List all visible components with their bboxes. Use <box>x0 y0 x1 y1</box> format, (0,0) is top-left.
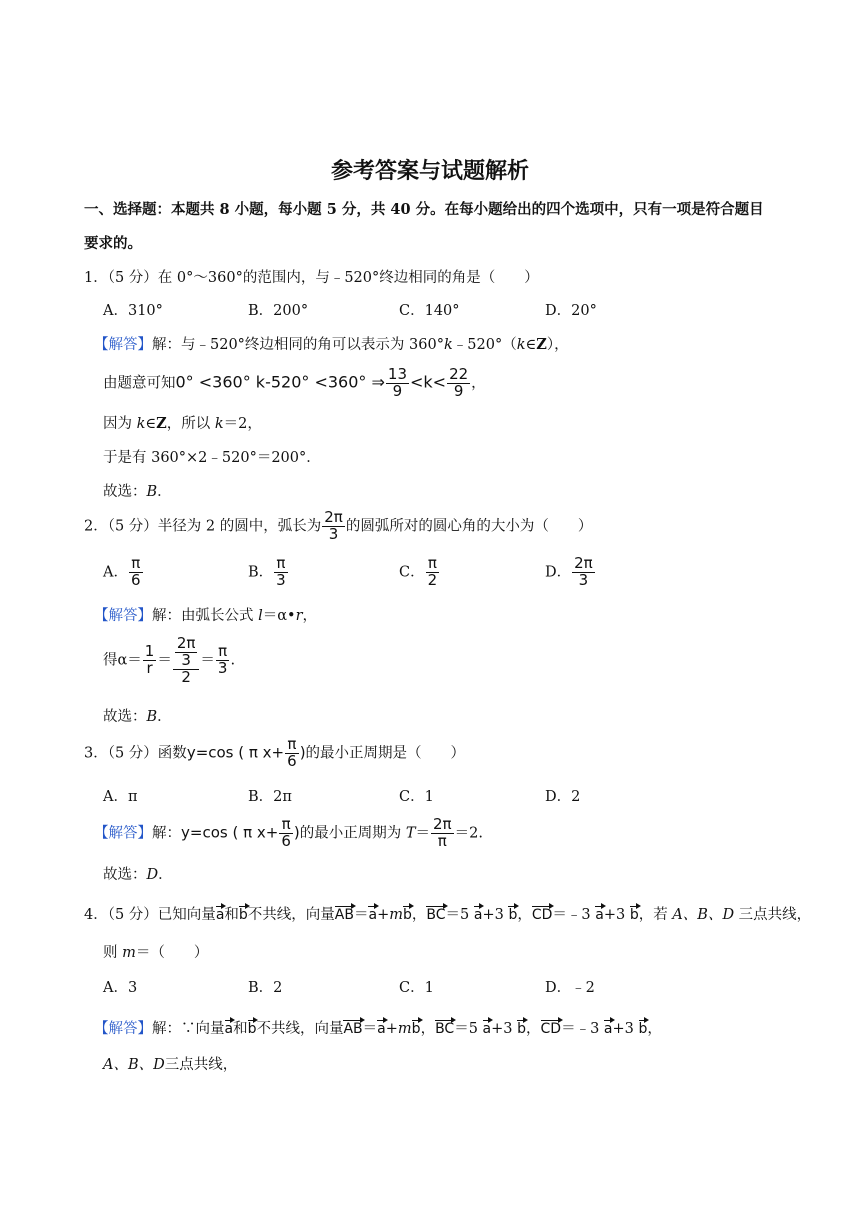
vector-AB: AB <box>334 907 354 923</box>
q3-option-d: D．2 <box>545 789 581 805</box>
q3-option-a: A．π <box>103 789 138 805</box>
section-heading-line1: 一、选择题：本题共 8 小题，每小题 5 分，共 40 分。在每小题给出的四个选项中，只有一项是符合题目 <box>84 201 764 218</box>
q4-option-a: A．3 <box>103 980 138 996</box>
q2-option-c: C． $\frac{\pi}{2}$ <box>399 554 438 589</box>
q2-option-d: D． $\frac{2\pi}{3}$ <box>545 554 593 589</box>
q2-solution-line2: 得α＝ $\frac{1}{r}$ ＝ $\frac{\frac{2\pi}{3}}{2}$ ＝ $\frac{\pi}{3}$ . <box>103 634 236 686</box>
vector-CD: CD <box>531 907 553 923</box>
answer-tag: 【解答】 <box>94 337 152 353</box>
q1-option-c: C．140° <box>399 303 460 319</box>
q3-option-c: C．1 <box>399 789 434 805</box>
q4-solution-line1: 【解答】解：∵向量a和b不共线，向量AB＝a+mb，BC＝5 a+3 b，CD＝﹣3 a+3 b， <box>94 1021 662 1037</box>
q4-stem-line1: 4．（5 分）已知向量a和b不共线，向量AB＝a+mb，BC＝5 a+3 b，CD＝﹣3 a+3 b，若 A、B、D 三点共线， <box>84 907 812 923</box>
fraction-1-r: $\frac{1}{r}$ <box>144 642 155 678</box>
q1-solution-line1: 【解答】解：与﹣520°终边相同的角可以表示为 360°k﹣520°（k∈Z）， <box>94 336 569 353</box>
q1-option-d: D．20° <box>545 303 597 319</box>
answer-tag: 【解答】 <box>94 1021 152 1037</box>
q2-stem: 2．（5 分）半径为 2 的圆中，弧长为 $\frac{2\pi}{3}$ 的圆弧所对的圆心角的大小为（ ） <box>84 508 593 543</box>
fraction-pi-3: $\frac{\pi}{3}$ <box>217 642 228 678</box>
q4-option-b: B．2 <box>248 980 283 996</box>
q2-option-a: A． $\frac{\pi}{6}$ <box>103 554 141 589</box>
q3-stem: 3．（5 分）函数y=cos ( π x+ $\frac{\pi}{6}$ )的最小正周期是（ ） <box>84 735 466 770</box>
q1-solution-line2: 由题意可知0° <360° k-520° <360° ⇒ $\frac{13}{9}$ <k< $\frac{22}{9}$ ， <box>103 365 486 400</box>
q1-solution-line4: 于是有 360°×2﹣520°＝200°． <box>103 450 321 466</box>
q2-option-b: B． $\frac{\pi}{3}$ <box>248 554 286 589</box>
q4-solution-line2: A、B、D三点共线， <box>103 1057 238 1073</box>
q1-option-b: B．200° <box>248 303 309 319</box>
fraction-13-9: $\frac{13}{9}$ <box>387 365 407 400</box>
answer-tag: 【解答】 <box>94 608 152 624</box>
q1-option-a: A．310° <box>103 303 163 319</box>
inequality-expression: 0° <360° k-520° <360° ⇒ <box>175 372 385 392</box>
vector-b: b <box>238 907 248 923</box>
fraction-2pi-3: $\frac{2\pi}{3}$ <box>324 508 343 543</box>
q4-stem-line2: 则 m＝（ ） <box>103 945 209 961</box>
q3-solution-line1: 【解答】解：y=cos ( π x+ $\frac{\pi}{6}$ )的最小正周期为 T＝ $\frac{2\pi}{\pi}$ ＝2. <box>94 815 483 850</box>
vector-BC: BC <box>426 907 446 923</box>
q1-solution-line3: 因为 k∈Z，所以 k＝2， <box>103 415 262 432</box>
q4-option-c: C．1 <box>399 980 434 996</box>
q2-solution-line1: 【解答】解：由弧长公式 l＝α•r， <box>94 608 318 624</box>
q3-option-b: B．2π <box>248 789 292 805</box>
q4-option-d: D．﹣2 <box>545 980 595 996</box>
q3-answer: 故选：D． <box>103 867 173 883</box>
page-title: 参考答案与试题解析 <box>330 158 529 184</box>
section-heading-line2: 要求的。 <box>84 235 142 252</box>
q1-stem: 1．（5 分）在 0°～360°的范围内，与﹣520°终边相同的角是（ ） <box>84 270 539 286</box>
vector-a: a <box>215 907 225 923</box>
q1-answer: 故选：B． <box>103 484 172 500</box>
q2-answer: 故选：B． <box>103 709 172 725</box>
compound-fraction: $\frac{\frac{2\pi}{3}}{2}$ <box>173 636 200 685</box>
answer-tag: 【解答】 <box>94 825 152 842</box>
fraction-22-9: $\frac{22}{9}$ <box>449 365 469 400</box>
